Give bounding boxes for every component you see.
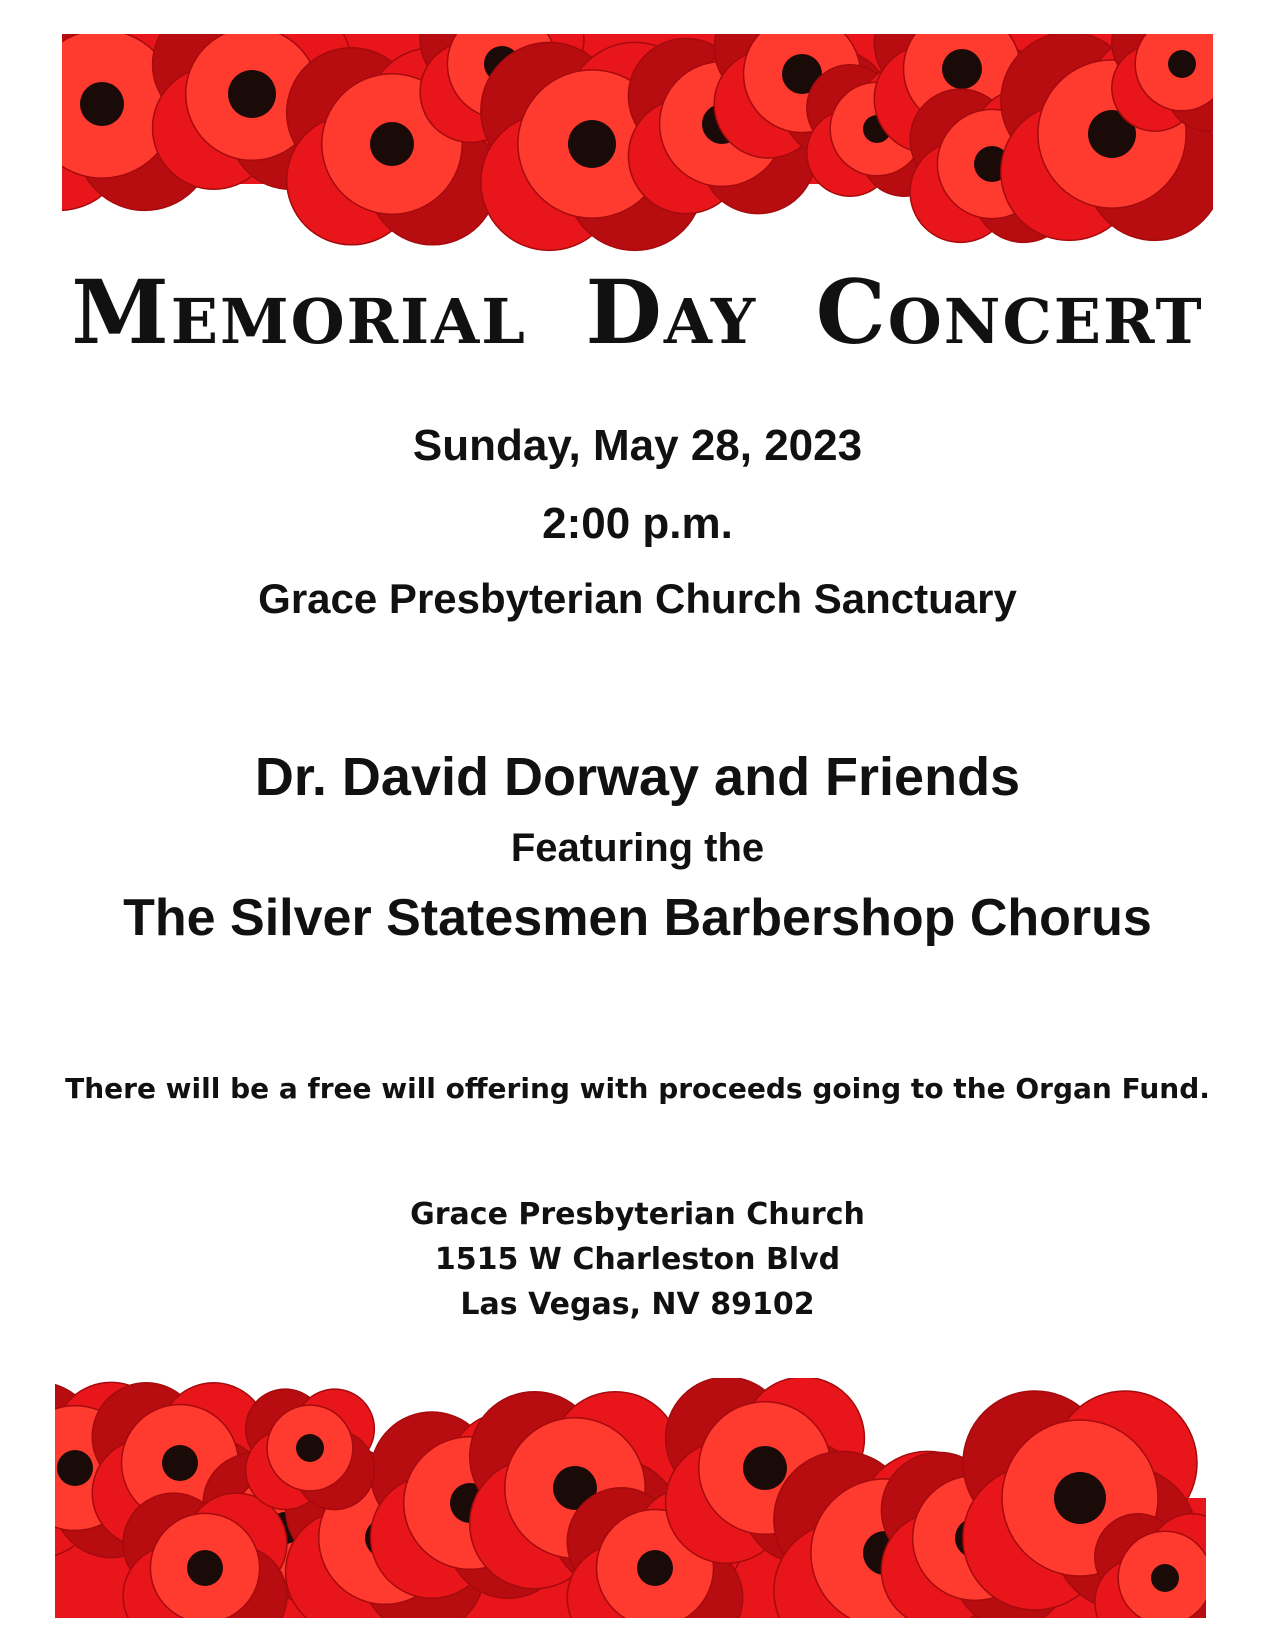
top-poppy-border xyxy=(62,34,1213,259)
chorus-name: The Silver Statesmen Barbershop Chorus xyxy=(123,889,1152,947)
address-street: 1515 W Charleston Blvd xyxy=(434,1242,841,1277)
concert-title: Memorial Day Concert xyxy=(71,260,1204,364)
offering-note: There will be a free will offering with proceeds going to the Organ Fund. xyxy=(65,1072,1210,1105)
event-time: 2:00 p.m. xyxy=(542,499,733,548)
featuring-text: Featuring the xyxy=(510,826,765,870)
address-city: Las Vegas, NV 89102 xyxy=(460,1287,815,1322)
address-church: Grace Presbyterian Church xyxy=(410,1197,865,1232)
poppy-flower-icon xyxy=(123,1493,287,1618)
event-venue: Grace Presbyterian Church Sanctuary xyxy=(258,575,1017,622)
performer-name: Dr. David Dorway and Friends xyxy=(254,747,1021,807)
poppy-flower-icon xyxy=(1112,34,1213,131)
poppy-flower-icon xyxy=(246,1389,375,1509)
poppy-flower-icon xyxy=(1095,1514,1206,1618)
event-date: Sunday, May 28, 2023 xyxy=(412,421,863,470)
bottom-poppy-border xyxy=(55,1378,1206,1618)
